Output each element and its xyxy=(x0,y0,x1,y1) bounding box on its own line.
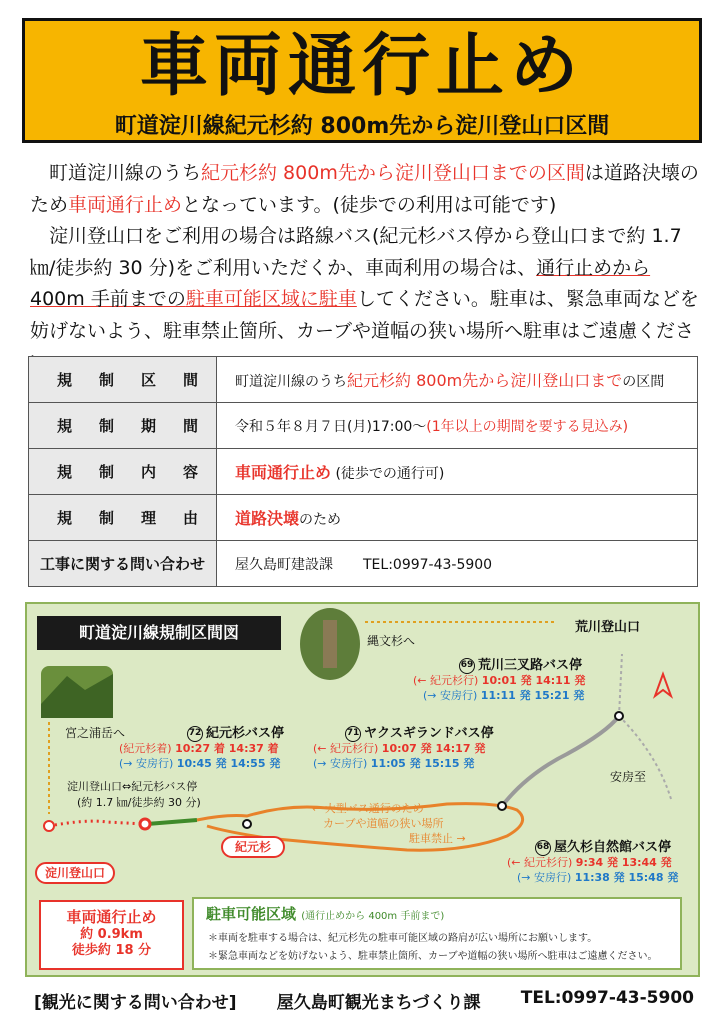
table-row xyxy=(29,541,698,587)
north-arrow xyxy=(655,674,671,696)
route-map: 町道淀川線規制区間図 縄文杉へ 荒川登山口 宮之浦岳へ 安房至 淀川登山口⇔紀元杉バス停 (約 1.7 ㎞/徒歩約 30 分) 淀川登山口 紀元杉 ← 大型バス通行のため カーブや道幅の狭い場所 駐車禁止 → 72 紀元杉バス停 (紀元杉着) 10:27 着 14:37 着 (→ 安房行) 10:45 発 14:55 発 71 ヤクスギランドバス停 (← 紀元杉行) 10:07 発 14:17 発 (→ 安房行) 11:05 発 15:15 発 69 荒川三叉路バス停 (← 紀元杉行) 10:01 発 14:11 発 (→ 安房行) 11:11 発 15:21 発 68 屋久杉自然館バス停 (← 紀元杉行) 9:34 発 13:44 発 (→ 安房行) 11:38 発 15:48 発 xyxy=(25,602,700,977)
contact-value: 屋久島町建設課 TEL:0997-43-5900 xyxy=(217,541,698,587)
row-header: 規 制 区 間 xyxy=(29,357,217,403)
footer-tel: TEL:0997-43-5900 xyxy=(520,988,694,1008)
main-title: 車両通行止め xyxy=(139,27,584,106)
closure-walk-time: 徒歩約 18 分 xyxy=(71,943,152,958)
text-run: 淀川登山口をご利用の場合は路線バス(紀元杉バス停から登山口まで約 1.7 ㎞/徒歩約 30 分)をご利用いただくか、車両利用の場合は、 xyxy=(30,225,682,279)
row-header: 規 制 理 由 xyxy=(29,495,217,541)
intro-paragraph-1 xyxy=(30,158,700,221)
map-title: 町道淀川線規制区間図 xyxy=(37,616,281,650)
miyanoura-label: 宮之浦岳へ xyxy=(65,726,126,740)
footer-label: [観光に関する問い合わせ] xyxy=(34,993,237,1013)
closure-point xyxy=(140,819,150,829)
row-value: 道路決壊のため xyxy=(217,495,698,541)
closure-box xyxy=(39,900,184,970)
text-run: は道路決壊のため xyxy=(30,162,699,216)
intro-paragraph-2 xyxy=(30,221,700,379)
arakawa-label: 荒川登山口 xyxy=(575,620,641,635)
footer-org: 屋久島町観光まちづくり課 xyxy=(276,993,481,1013)
text-run: 町道淀川線のうち xyxy=(49,162,202,184)
table-row xyxy=(29,403,698,449)
subtitle: 町道淀川線紀元杉約 800m先から淀川登山口区間 xyxy=(114,114,610,139)
bus-note-3: 駐車禁止 → xyxy=(409,832,466,845)
anbo-label: 安房至 xyxy=(610,770,647,784)
walk-route-time: (約 1.7 ㎞/徒歩約 30 分) xyxy=(77,796,201,809)
closure-title: 車両通行止め xyxy=(66,908,157,926)
text-run: してください。駐車は、緊急車両などを妨げないよう、駐車禁止箇所、カーブや道幅の狭い場所へ駐車はご遠慮くださ xyxy=(30,288,699,342)
row-value: 町道淀川線のうち紀元杉約 800m先から淀川登山口までの区間 xyxy=(217,357,698,403)
regulation-table xyxy=(28,356,698,587)
row-header: 規 制 内 容 xyxy=(29,449,217,495)
parking-note-2: ＊緊急車両などを妨げないよう、駐車禁止箇所、カーブや道幅の狭い場所へ駐車はご遠慮ください。 xyxy=(208,951,658,962)
text-run: となっています。(徒歩での利用は可能です) xyxy=(182,193,557,216)
closure-distance: 約 0.9km xyxy=(80,927,143,942)
parking-box xyxy=(192,897,682,970)
kigensugi-point xyxy=(243,820,251,828)
text-run-underlined: 通行止めから 400m 手前までの xyxy=(30,256,651,310)
yodogawa-point xyxy=(44,821,54,831)
parking-title: 駐車可能区域 (通行止めから 400m 手前まで) xyxy=(206,905,445,923)
text-run-red: 紀元杉約 800m先から淀川登山口までの区間 xyxy=(201,162,585,184)
row-value: 車両通行止め (徒歩での通行可) xyxy=(217,449,698,495)
header-banner xyxy=(22,18,702,143)
table-row xyxy=(29,357,698,403)
bus-note-1: ← 大型バス通行のため xyxy=(312,802,424,815)
walk-route-label: 淀川登山口⇔紀元杉バス停 xyxy=(67,780,198,793)
row-value: 令和５年８月７日(月)17:00～(1年以上の期間を要する見込み) xyxy=(217,403,698,449)
table-row xyxy=(29,449,698,495)
jomon-label: 縄文杉へ xyxy=(367,634,416,648)
text-run-red: 車両通行止め xyxy=(68,193,183,216)
kigensugi-label: 紀元杉 xyxy=(221,836,285,858)
parking-note-1: ＊車両を駐車する場合は、紀元杉先の駐車可能区域の路肩が広い場所にお願いします。 xyxy=(208,933,598,944)
bus-note-2: カーブや道幅の狭い場所 xyxy=(323,817,444,830)
table-row xyxy=(29,495,698,541)
text-run-red: 駐車可能区域に駐車 xyxy=(185,288,357,310)
footer-contact xyxy=(34,988,694,1013)
intro-text xyxy=(30,158,700,379)
contact-header: 工事に関する問い合わせ xyxy=(29,541,217,587)
row-header: 規 制 期 間 xyxy=(29,403,217,449)
yodogawa-label: 淀川登山口 xyxy=(35,862,115,884)
